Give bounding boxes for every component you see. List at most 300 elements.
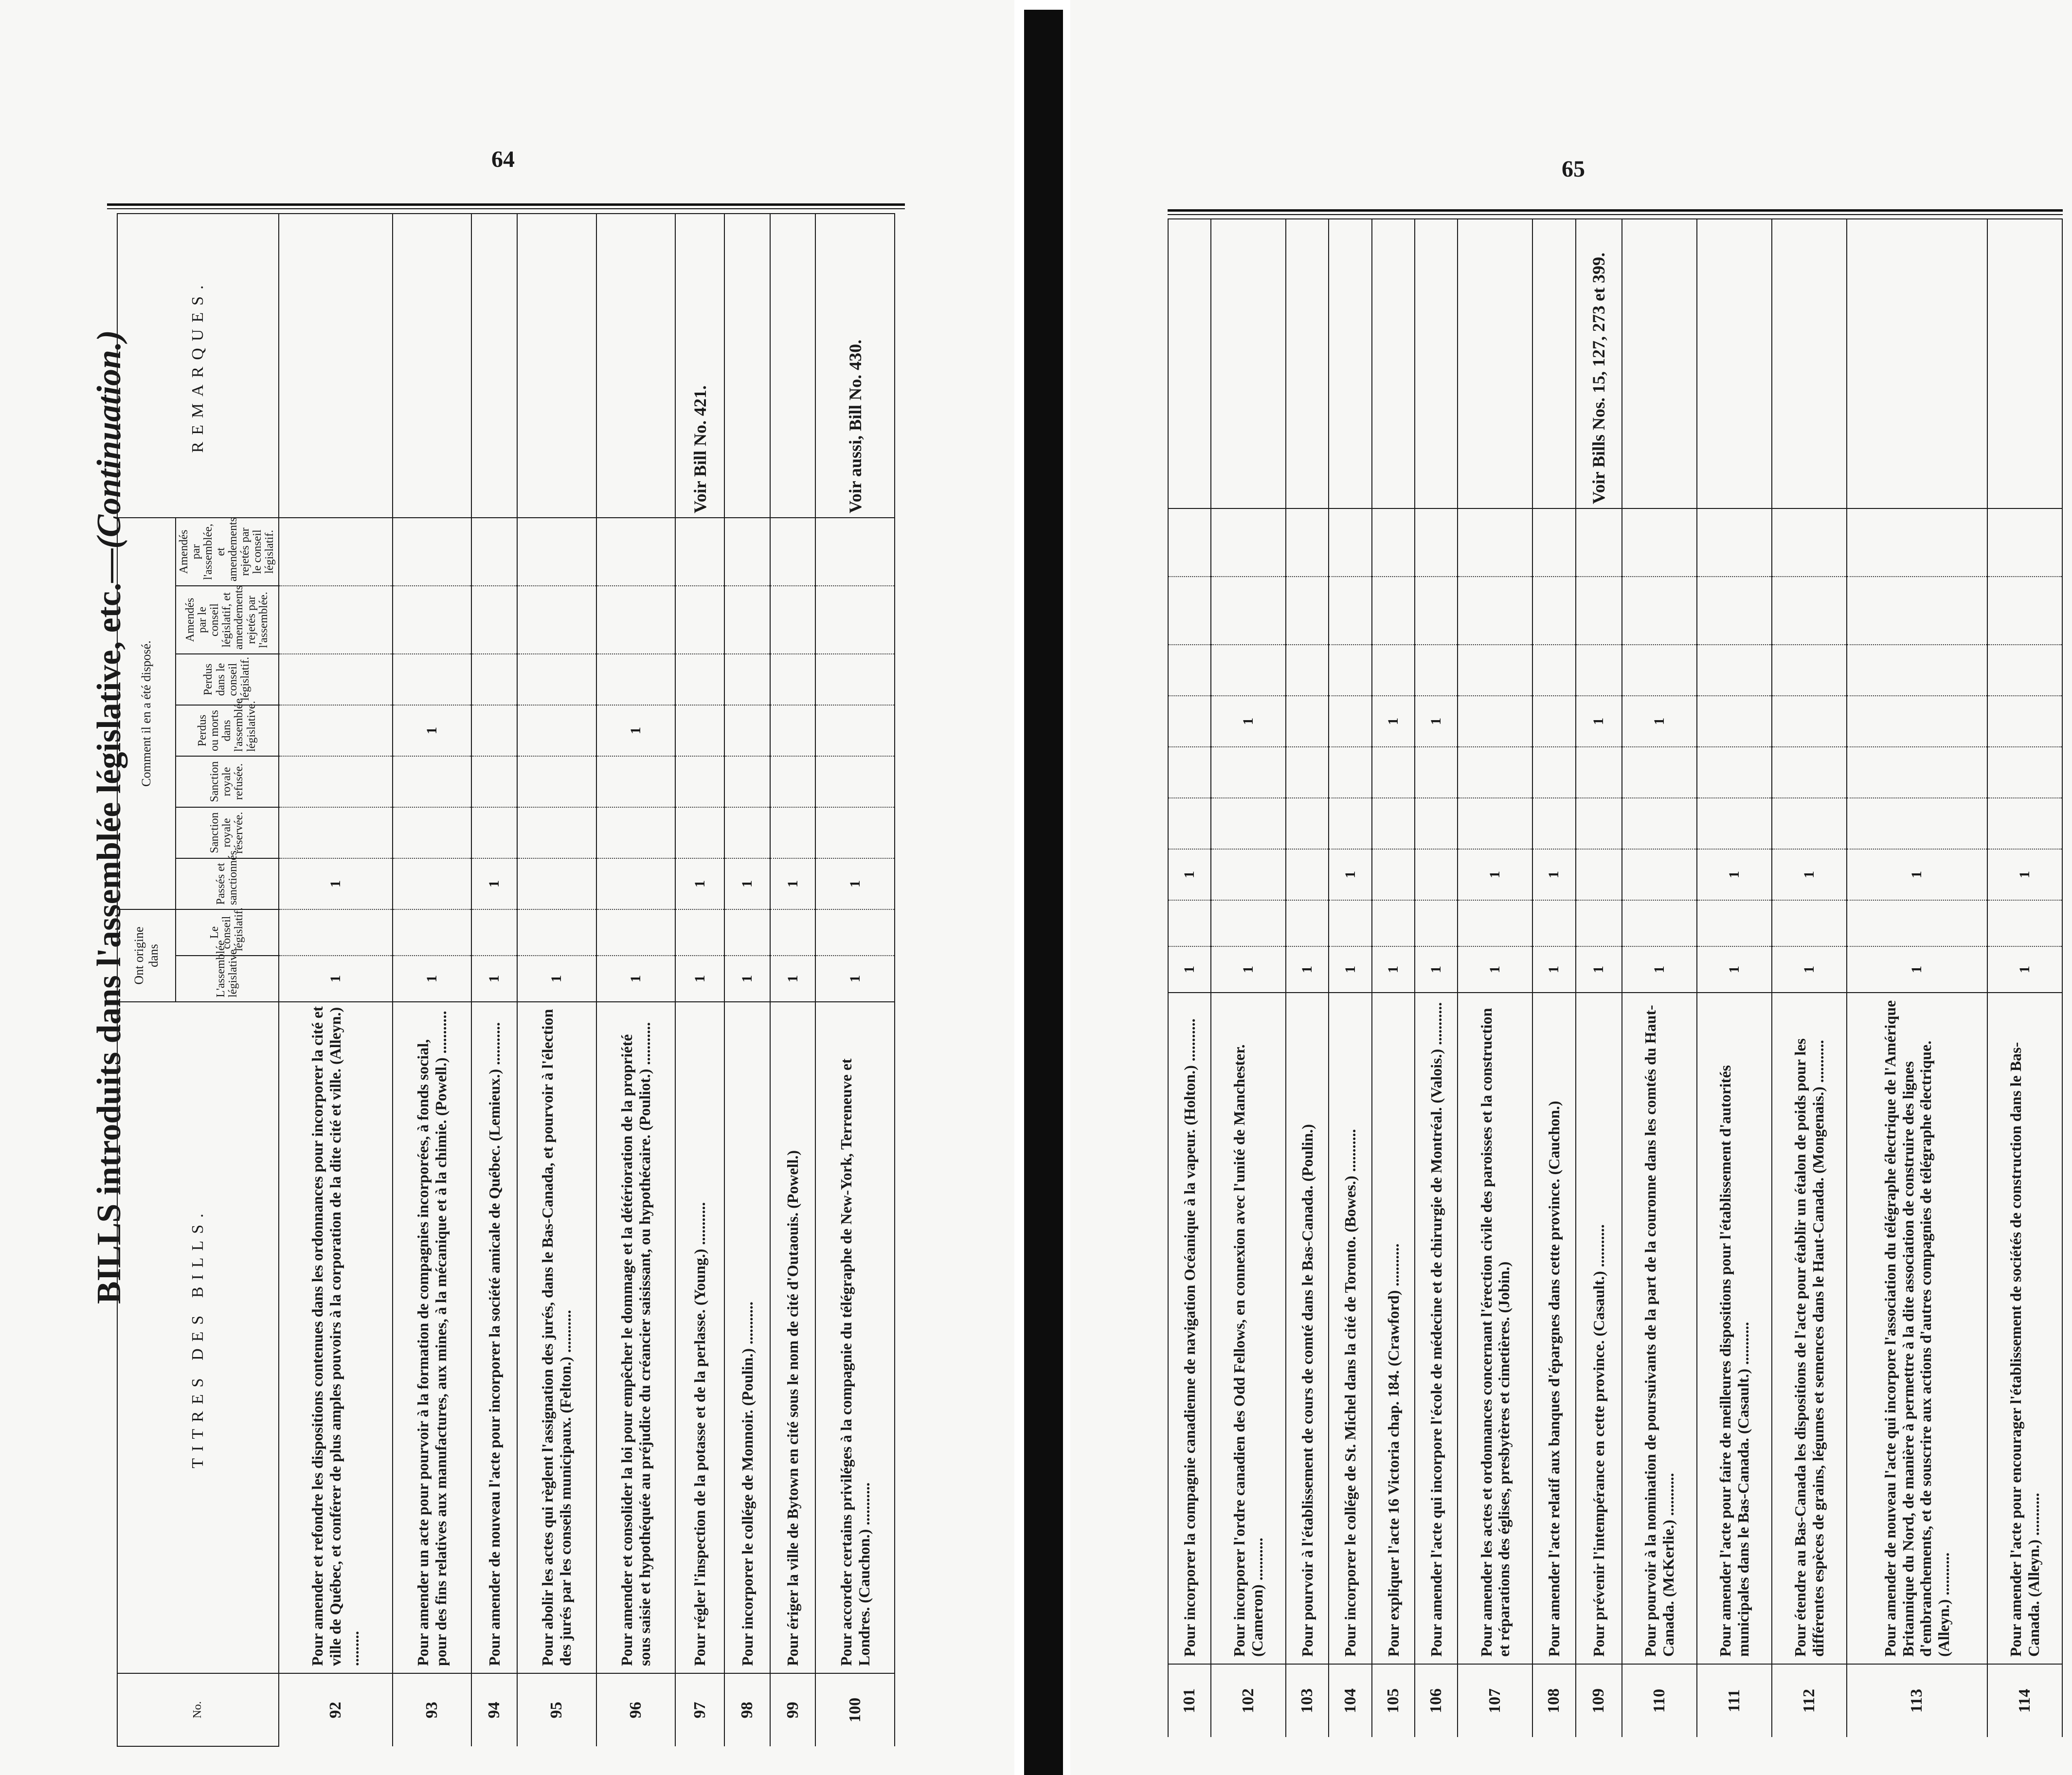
table-row	[279, 214, 393, 1746]
mark-assembly: 1	[815, 956, 895, 1002]
mark-passed: 1	[1329, 849, 1371, 900]
mark-assembly: 1	[1697, 946, 1772, 993]
bill-remarks	[1372, 219, 1415, 508]
mark-amended-assembly	[471, 518, 517, 586]
bill-number: 92	[279, 1673, 393, 1746]
mark-lost-council	[1168, 645, 1211, 696]
mark-lost-assembly	[770, 705, 815, 756]
col-passed: Passés et sanctionnés.	[176, 858, 279, 909]
mark-reserved	[393, 807, 472, 858]
mark-amended-assembly	[770, 518, 815, 586]
bill-title: Pour amender l'acte pour faire de meilleures dispositions pour l'établissement d'autorités municipales dans le Bas-Canada. (Casault.) ...........	[1697, 993, 1772, 1664]
table-row	[1622, 219, 1697, 1737]
mark-lost-council	[1329, 645, 1371, 696]
mark-lost-assembly	[1286, 696, 1329, 747]
mark-amended-assembly	[1622, 508, 1697, 577]
mark-lost-assembly: 1	[1622, 696, 1697, 747]
bill-remarks: Voir aussi, Bill No. 430.	[815, 214, 895, 518]
mark-refused	[393, 756, 472, 807]
bills-table	[117, 213, 895, 1747]
mark-assembly: 1	[1168, 946, 1211, 993]
bills-table-right	[1168, 218, 2063, 1737]
mark-amended-council	[1458, 577, 1532, 645]
bill-remarks	[1211, 219, 1286, 508]
table-row	[1415, 219, 1458, 1737]
right-table-body	[1168, 219, 2062, 1737]
bill-remarks	[1622, 219, 1697, 508]
mark-lost-assembly: 1	[1211, 696, 1286, 747]
mark-amended-council	[1532, 577, 1575, 645]
table-row	[471, 214, 517, 1746]
col-amended-assembly: Amendés par l'assemblée, et amendements rejetés par le conseil législatif.	[176, 518, 279, 586]
col-remarks: REMARQUES.	[117, 214, 279, 518]
mark-refused	[1458, 747, 1532, 798]
mark-lost-council	[1286, 645, 1329, 696]
mark-assembly: 1	[675, 956, 724, 1002]
bill-title: Pour incorporer le collége de Monnoir. (Poulin.) ...........	[724, 1002, 770, 1673]
bill-title: Pour amender l'acte pour encourager l'établissement de sociétés de construction dans le Bas-Canada. (Alleyn.) ...........	[1987, 993, 2062, 1664]
mark-lost-council	[815, 654, 895, 705]
mark-amended-assembly	[1211, 508, 1286, 577]
mark-amended-assembly	[279, 518, 393, 586]
bill-title: Pour étendre au Bas-Canada les dispositions de l'acte pour établir un étalon de poids pour les différentes espèces de grains, légumes et semences dans le Haut-Canada. (Mongenais.) ...........	[1772, 993, 1847, 1664]
mark-refused	[1576, 747, 1622, 798]
mark-amended-council	[1576, 577, 1622, 645]
mark-council	[1458, 900, 1532, 946]
left-page	[0, 0, 1014, 1775]
mark-reserved	[1532, 798, 1575, 849]
mark-amended-assembly	[1329, 508, 1371, 577]
mark-refused	[1697, 747, 1772, 798]
mark-lost-council	[1847, 645, 1987, 696]
bill-number: 112	[1772, 1664, 1847, 1737]
bill-title: Pour amender un acte pour pourvoir à la formation de compagnies incorporées, à fonds social, pour des fins relatives aux manufactures, aux mines, à la mécanique et à la chimie. (Powell.) ...........	[393, 1002, 472, 1673]
bill-title: Pour ériger la ville de Bytown en cité sous le nom de cité d'Outaouis. (Powell.)	[770, 1002, 815, 1673]
mark-lost-council	[596, 654, 676, 705]
mark-lost-council	[675, 654, 724, 705]
bill-remarks	[517, 214, 596, 518]
mark-refused	[1168, 747, 1211, 798]
mark-amended-council	[1772, 577, 1847, 645]
mark-amended-council	[815, 586, 895, 654]
mark-assembly: 1	[724, 956, 770, 1002]
mark-amended-assembly	[1987, 508, 2062, 577]
mark-passed	[1372, 849, 1415, 900]
mark-passed	[1415, 849, 1458, 900]
bill-title: Pour incorporer le collége de St. Michel dans la cité de Toronto. (Bowes.) ...........	[1329, 993, 1371, 1664]
bill-remarks	[1987, 219, 2062, 508]
mark-passed	[1576, 849, 1622, 900]
bill-number: 98	[724, 1673, 770, 1746]
book-spine	[1024, 10, 1063, 1775]
mark-passed: 1	[279, 858, 393, 909]
mark-amended-council	[1697, 577, 1772, 645]
mark-reserved	[1987, 798, 2062, 849]
mark-lost-council	[1576, 645, 1622, 696]
mark-refused	[1329, 747, 1371, 798]
col-titres: TITRES DES BILLS.	[117, 1002, 279, 1673]
bills-table-wrapper	[117, 213, 895, 1747]
mark-refused	[1987, 747, 2062, 798]
mark-reserved	[1372, 798, 1415, 849]
mark-lost-assembly	[1987, 696, 2062, 747]
bill-number: 114	[1987, 1664, 2062, 1737]
bill-number: 111	[1697, 1664, 1772, 1737]
bill-remarks	[1168, 219, 1211, 508]
table-row	[815, 214, 895, 1746]
title-text: BILLS introduits dans l'assemblée législative, etc.—	[90, 548, 128, 1304]
mark-lost-assembly: 1	[1372, 696, 1415, 747]
mark-amended-council	[724, 586, 770, 654]
bill-title: Pour amender et refondre les dispositions contenues dans les ordonnances pour incorporer la cité et ville de Québec, et conférer de plus amples pouvoirs à la corporation de la dite cité et ville. (Alleyn.) .........	[279, 1002, 393, 1673]
mark-assembly: 1	[1622, 946, 1697, 993]
mark-lost-council	[1987, 645, 2062, 696]
mark-amended-council	[1211, 577, 1286, 645]
mark-amended-assembly	[1415, 508, 1458, 577]
mark-amended-assembly	[724, 518, 770, 586]
mark-council	[393, 909, 472, 956]
mark-amended-council	[1847, 577, 1987, 645]
mark-council	[1211, 900, 1286, 946]
mark-lost-council	[1772, 645, 1847, 696]
table-row	[1211, 219, 1286, 1737]
table-row	[1329, 219, 1371, 1737]
mark-lost-assembly	[517, 705, 596, 756]
page-number-right: 65	[1562, 156, 1585, 182]
mark-passed	[517, 858, 596, 909]
bill-number: 106	[1415, 1664, 1458, 1737]
mark-lost-council	[1415, 645, 1458, 696]
mark-amended-council	[1286, 577, 1329, 645]
mark-passed	[393, 858, 472, 909]
bill-number: 97	[675, 1673, 724, 1746]
mark-amended-council	[471, 586, 517, 654]
mark-lost-council	[1697, 645, 1772, 696]
bill-title: Pour pourvoir à la nomination de poursuivants de la part de la couronne dans les comtés du Haut-Canada. (McKerlie.) ...........	[1622, 993, 1697, 1664]
bill-number: 103	[1286, 1664, 1329, 1737]
mark-council	[770, 909, 815, 956]
bill-title: Pour pourvoir à l'établissement de cours de comté dans le Bas-Canada. (Poulin.)	[1286, 993, 1329, 1664]
mark-passed: 1	[1847, 849, 1987, 900]
mark-lost-council	[1211, 645, 1286, 696]
bill-number: 100	[815, 1673, 895, 1746]
mark-reserved	[471, 807, 517, 858]
top-rule	[107, 203, 905, 206]
mark-reserved	[596, 807, 676, 858]
bill-number: 102	[1211, 1664, 1286, 1737]
mark-lost-assembly	[815, 705, 895, 756]
mark-passed: 1	[1168, 849, 1211, 900]
table-row	[1697, 219, 1772, 1737]
col-origin-assembly: L'assemblée législative.	[176, 956, 279, 1002]
mark-lost-council	[1622, 645, 1697, 696]
bill-remarks	[1329, 219, 1371, 508]
page-number: 64	[491, 146, 515, 172]
bill-number: 110	[1622, 1664, 1697, 1737]
mark-council	[1329, 900, 1371, 946]
mark-reserved	[1211, 798, 1286, 849]
table-row	[1286, 219, 1329, 1737]
mark-lost-assembly	[471, 705, 517, 756]
bill-number: 96	[596, 1673, 676, 1746]
mark-reserved	[724, 807, 770, 858]
bill-title: Pour amender de nouveau l'acte qui incorpore l'association du télégraphe électrique de l'Amérique Britannique du Nord, de manière à permettre à la dite association de construire des lignes d'embranchements, et de souscrire aux actions d'autres compagnies de télégraphe électrique. (Alleyn.) ...........	[1847, 993, 1987, 1664]
mark-lost-assembly: 1	[1576, 696, 1622, 747]
mark-council	[1415, 900, 1458, 946]
bill-title: Pour amender de nouveau l'acte pour incorporer la société amicale de Québec. (Lemieux.) ...........	[471, 1002, 517, 1673]
mark-passed: 1	[1987, 849, 2062, 900]
mark-refused	[675, 756, 724, 807]
mark-council	[724, 909, 770, 956]
mark-amended-assembly	[1697, 508, 1772, 577]
table-row	[1772, 219, 1847, 1737]
mark-lost-assembly	[1697, 696, 1772, 747]
mark-assembly: 1	[1772, 946, 1847, 993]
mark-assembly: 1	[1532, 946, 1575, 993]
mark-assembly: 1	[1847, 946, 1987, 993]
mark-assembly: 1	[279, 956, 393, 1002]
bill-remarks	[1286, 219, 1329, 508]
mark-lost-assembly: 1	[393, 705, 472, 756]
mark-council	[1532, 900, 1575, 946]
bill-remarks	[724, 214, 770, 518]
mark-council	[279, 909, 393, 956]
bill-remarks	[596, 214, 676, 518]
mark-lost-assembly	[1168, 696, 1211, 747]
bill-number: 109	[1576, 1664, 1622, 1737]
mark-reserved	[279, 807, 393, 858]
mark-reserved	[675, 807, 724, 858]
table-row	[596, 214, 676, 1746]
bill-number: 108	[1532, 1664, 1575, 1737]
bill-title: Pour amender l'acte relatif aux banques d'épargnes dans cette province. (Cauchon.)	[1532, 993, 1575, 1664]
mark-assembly: 1	[1329, 946, 1371, 993]
mark-assembly: 1	[1987, 946, 2062, 993]
mark-council	[1622, 900, 1697, 946]
table-row	[1987, 219, 2062, 1737]
mark-reserved	[770, 807, 815, 858]
mark-amended-assembly	[393, 518, 472, 586]
mark-reserved	[1415, 798, 1458, 849]
mark-passed: 1	[1697, 849, 1772, 900]
mark-lost-assembly	[724, 705, 770, 756]
mark-lost-council	[724, 654, 770, 705]
mark-amended-assembly	[1576, 508, 1622, 577]
mark-passed: 1	[675, 858, 724, 909]
mark-reserved	[815, 807, 895, 858]
mark-passed: 1	[1532, 849, 1575, 900]
bill-remarks: Voir Bills Nos. 15, 127, 273 et 399.	[1576, 219, 1622, 508]
mark-lost-council	[1372, 645, 1415, 696]
bill-number: 107	[1458, 1664, 1532, 1737]
mark-refused	[815, 756, 895, 807]
bill-remarks	[393, 214, 472, 518]
bill-number: 95	[517, 1673, 596, 1746]
title-suffix: (Continuation.)	[90, 330, 128, 549]
mark-lost-assembly	[1772, 696, 1847, 747]
mark-amended-council	[596, 586, 676, 654]
mark-assembly: 1	[393, 956, 472, 1002]
mark-passed: 1	[1458, 849, 1532, 900]
mark-lost-council	[279, 654, 393, 705]
mark-refused	[471, 756, 517, 807]
mark-lost-council	[471, 654, 517, 705]
bill-title: Pour amender les actes et ordonnances concernant l'érection civile des paroisses et la construction et réparations des églises, presbytères et cimetières. (Jobin.)	[1458, 993, 1532, 1664]
col-lost-council: Perdus dans le conseil législatif.	[176, 654, 279, 705]
mark-passed: 1	[770, 858, 815, 909]
mark-amended-assembly	[517, 518, 596, 586]
bill-remarks: Voir Bill No. 421.	[675, 214, 724, 518]
mark-assembly: 1	[1372, 946, 1415, 993]
mark-council	[1987, 900, 2062, 946]
bill-title: Pour prévenir l'intempérance en cette province. (Casault.) ...........	[1576, 993, 1622, 1664]
top-rule-thin	[107, 208, 905, 209]
mark-lost-assembly: 1	[596, 705, 676, 756]
mark-council	[675, 909, 724, 956]
bill-number: 93	[393, 1673, 472, 1746]
bill-title: Pour abolir les actes qui règlent l'assignation des jurés, dans le Bas-Canada, et pourvoir à l'élection des jurés par les conseils municipaux. (Felton.) ...........	[517, 1002, 596, 1673]
mark-refused	[279, 756, 393, 807]
mark-lost-assembly: 1	[1415, 696, 1458, 747]
mark-council	[1772, 900, 1847, 946]
mark-passed: 1	[471, 858, 517, 909]
mark-passed	[1622, 849, 1697, 900]
mark-amended-council	[393, 586, 472, 654]
bill-number: 101	[1168, 1664, 1211, 1737]
mark-reserved	[1286, 798, 1329, 849]
bill-remarks	[279, 214, 393, 518]
mark-council	[1847, 900, 1987, 946]
mark-amended-council	[1622, 577, 1697, 645]
col-disposed-group: Comment il en a été disposé.	[117, 518, 176, 909]
mark-amended-assembly	[1286, 508, 1329, 577]
table-row	[1458, 219, 1532, 1737]
mark-council	[1697, 900, 1772, 946]
table-row	[724, 214, 770, 1746]
mark-council	[815, 909, 895, 956]
mark-amended-assembly	[1772, 508, 1847, 577]
bill-number: 99	[770, 1673, 815, 1746]
mark-passed: 1	[1772, 849, 1847, 900]
mark-reserved	[1576, 798, 1622, 849]
mark-lost-council	[393, 654, 472, 705]
mark-assembly: 1	[1415, 946, 1458, 993]
mark-refused	[1286, 747, 1329, 798]
mark-amended-assembly	[1458, 508, 1532, 577]
bill-remarks	[1532, 219, 1575, 508]
left-table-body	[279, 214, 895, 1746]
mark-passed: 1	[815, 858, 895, 909]
col-amended-council: Amendés par le conseil législatif, et amendements rejetés par l'assemblée.	[176, 586, 279, 654]
mark-passed	[1286, 849, 1329, 900]
mark-amended-assembly	[1847, 508, 1987, 577]
table-row	[393, 214, 472, 1746]
bill-number: 104	[1329, 1664, 1371, 1737]
mark-council	[1286, 900, 1329, 946]
mark-refused	[1847, 747, 1987, 798]
bill-title: Pour incorporer l'ordre canadien des Odd Fellows, en connexion avec l'unité de Manchester. (Cameron) ...........	[1211, 993, 1286, 1664]
mark-reserved	[1847, 798, 1987, 849]
mark-lost-assembly	[675, 705, 724, 756]
mark-assembly: 1	[1211, 946, 1286, 993]
mark-refused	[724, 756, 770, 807]
bill-remarks	[770, 214, 815, 518]
mark-refused	[1415, 747, 1458, 798]
bill-remarks	[1415, 219, 1458, 508]
bill-title: Pour amender et consolider la loi pour empêcher le dommage et la détérioration de la propriété sous saisie et hypothéquée au préjudice du créancier saisissant, ou hypothécaire. (Pouliot.) ...........	[596, 1002, 676, 1673]
mark-assembly: 1	[1576, 946, 1622, 993]
mark-assembly: 1	[1286, 946, 1329, 993]
mark-refused	[517, 756, 596, 807]
mark-amended-assembly	[1532, 508, 1575, 577]
bill-number: 113	[1847, 1664, 1987, 1737]
bill-number: 94	[471, 1673, 517, 1746]
bill-title: Pour expliquer l'acte 16 Victoria chap. 184. (Crawford) ...........	[1372, 993, 1415, 1664]
bill-remarks	[1772, 219, 1847, 508]
bill-number: 105	[1372, 1664, 1415, 1737]
mark-council	[517, 909, 596, 956]
mark-council	[596, 909, 676, 956]
mark-assembly: 1	[770, 956, 815, 1002]
bills-table-right-wrapper	[1168, 218, 2063, 1737]
mark-lost-council	[1532, 645, 1575, 696]
table-row	[1168, 219, 1211, 1737]
mark-lost-assembly	[1329, 696, 1371, 747]
mark-refused	[1622, 747, 1697, 798]
right-page	[1070, 0, 2072, 1775]
mark-amended-council	[1987, 577, 2062, 645]
col-refused: Sanction royale refusée.	[176, 756, 279, 807]
col-no: No.	[117, 1673, 279, 1746]
table-row	[675, 214, 724, 1746]
mark-refused	[1211, 747, 1286, 798]
mark-amended-assembly	[1372, 508, 1415, 577]
bill-remarks	[1847, 219, 1987, 508]
mark-refused	[1372, 747, 1415, 798]
mark-amended-assembly	[815, 518, 895, 586]
mark-amended-council	[770, 586, 815, 654]
mark-amended-council	[1168, 577, 1211, 645]
mark-assembly: 1	[517, 956, 596, 1002]
col-reserved: Sanction royale réservée.	[176, 807, 279, 858]
mark-amended-council	[1372, 577, 1415, 645]
mark-lost-council	[1458, 645, 1532, 696]
mark-lost-assembly	[1847, 696, 1987, 747]
bill-title: Pour accorder certains priviléges à la compagnie du télégraphe de New-York, Terreneuve et Londres. (Cauchon.) ...........	[815, 1002, 895, 1673]
mark-reserved	[1458, 798, 1532, 849]
mark-refused	[770, 756, 815, 807]
table-row	[1532, 219, 1575, 1737]
mark-assembly: 1	[471, 956, 517, 1002]
mark-refused	[1532, 747, 1575, 798]
bill-title: Pour amender l'acte qui incorpore l'école de médecine et de chirurgie de Montréal. (Valois.) ...........	[1415, 993, 1458, 1664]
mark-lost-assembly	[1532, 696, 1575, 747]
bill-remarks	[471, 214, 517, 518]
mark-amended-council	[279, 586, 393, 654]
table-row	[1576, 219, 1622, 1737]
mark-lost-assembly	[1458, 696, 1532, 747]
mark-reserved	[1772, 798, 1847, 849]
mark-amended-assembly	[1168, 508, 1211, 577]
mark-refused	[1772, 747, 1847, 798]
mark-lost-council	[770, 654, 815, 705]
top-rule-right	[1168, 209, 2063, 212]
bill-title: Pour incorporer la compagnie canadienne de navigation Océanique à la vapeur. (Holton.) ...........	[1168, 993, 1211, 1664]
mark-amended-council	[517, 586, 596, 654]
table-row	[1847, 219, 1987, 1737]
mark-reserved	[1168, 798, 1211, 849]
col-origin-council: Le conseil législatif.	[176, 909, 279, 956]
